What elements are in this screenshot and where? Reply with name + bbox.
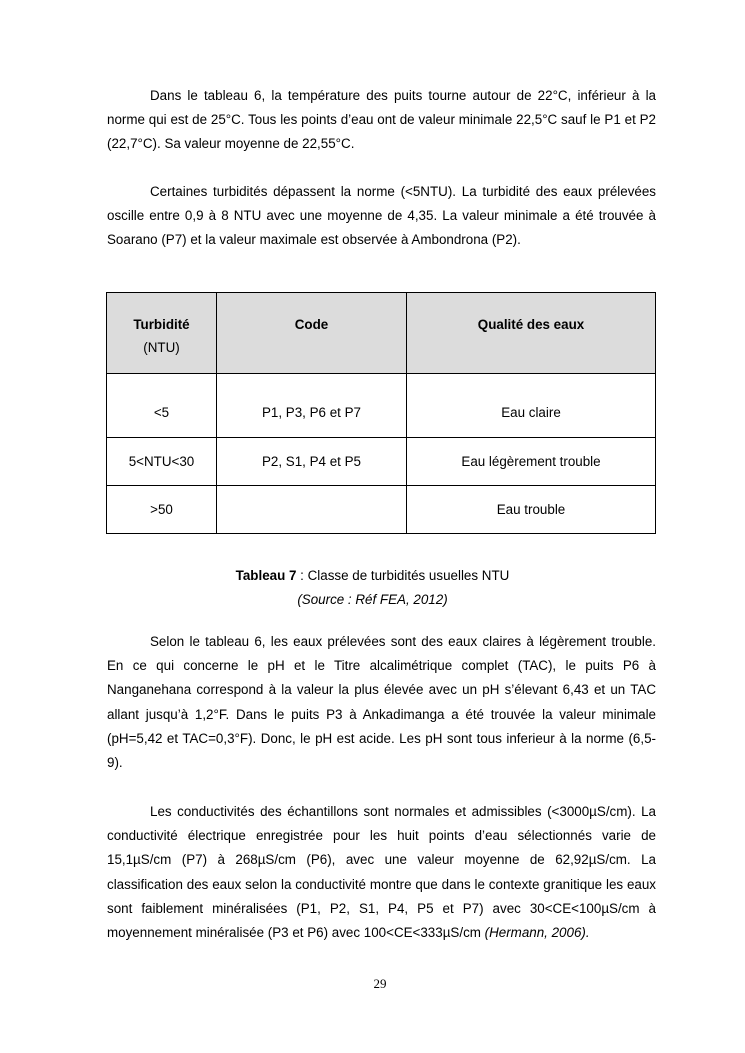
table-row [107, 374, 656, 438]
header-turbidity-unit: (NTU) [143, 340, 180, 355]
caption-source: (Source : Réf FEA, 2012) [297, 592, 448, 607]
table-row [107, 438, 656, 486]
citation-reference: (Hermann, 2006). [484, 925, 590, 941]
header-turbidity-label: Turbidité [133, 317, 190, 332]
cell-code: P1, P3, P6 et P7 [217, 374, 407, 438]
paragraph-turbidity: Certaines turbidités dépassent la norme (<5NTU). La turbidité des eaux prélevées oscille entre 0,9 à 8 NTU avec une moyenne de 4,35. La valeur minimale a été trouvée à Soarano (P7) et la valeur maximale est observée à Ambondrona (P2). [107, 184, 656, 248]
header-code [217, 293, 407, 374]
cell-quality: Eau légèrement trouble [407, 438, 656, 486]
cell-quality: Eau claire [407, 374, 656, 438]
paragraph-conductivity-text: Les conductivités des échantillons sont normales et admissibles (<3000µS/cm). La conductivité électrique enregistrée pour les huit points d’eau sélectionnés varie de 15,1µS/cm (P7) à 268µS/cm (P6), avec une valeur moyenne de 62,92µS/cm. La classification des eaux selon la conductivité montre que dans le contexte granitique les eaux sont faiblement minéralisées (P1, P2, S1, P4, P5 et P7) avec 30<CE<100µS/cm à moyennement minéralisée (P3 et P6) avec 100<CE<333µS/cm [107, 804, 656, 941]
table-caption [0, 564, 745, 612]
cell-turbidity: >50 [107, 486, 217, 534]
cell-quality: Eau trouble [407, 486, 656, 534]
cell-code [217, 486, 407, 534]
cell-turbidity: 5<NTU<30 [107, 438, 217, 486]
paragraph-ph-tac: Selon le tableau 6, les eaux prélevées sont des eaux claires à légèrement trouble. En ce qui concerne le pH et le Titre alcalimétrique complet (TAC), le puits P6 à Nanganehana correspond à la valeur la plus élevée avec un pH s’élevant 6,43 et un TAC allant jusqu’à 1,2°F. Dans le puits P3 à Ankadimanga a été trouvée la valeur minimale (pH=5,42 et TAC=0,3°F). Donc, le pH est acide. Les pH sont tous inferieur à la norme (6,5-9). [107, 634, 656, 771]
paragraph-temperature: Dans le tableau 6, la température des puits tourne autour de 22°C, inférieur à la norme qui est de 25°C. Tous les points d’eau ont de valeur minimale 22,5°C sauf le P1 et P2 (22,7°C). Sa valeur moyenne de 22,55°C. [107, 88, 656, 152]
caption-text: : Classe de turbidités usuelles NTU [296, 568, 510, 583]
table-row [107, 486, 656, 534]
header-turbidity [107, 293, 217, 374]
table-header-row [107, 293, 656, 374]
turbidity-table [106, 292, 656, 534]
page-number: 29 [373, 976, 387, 991]
cell-code: P2, S1, P4 et P5 [217, 438, 407, 486]
paragraph-conductivity [107, 800, 656, 945]
header-quality [407, 293, 656, 374]
caption-label: Tableau 7 [235, 568, 297, 583]
header-code-label: Code [294, 317, 329, 332]
cell-turbidity: <5 [107, 374, 217, 438]
header-quality-label: Qualité des eaux [477, 317, 585, 332]
